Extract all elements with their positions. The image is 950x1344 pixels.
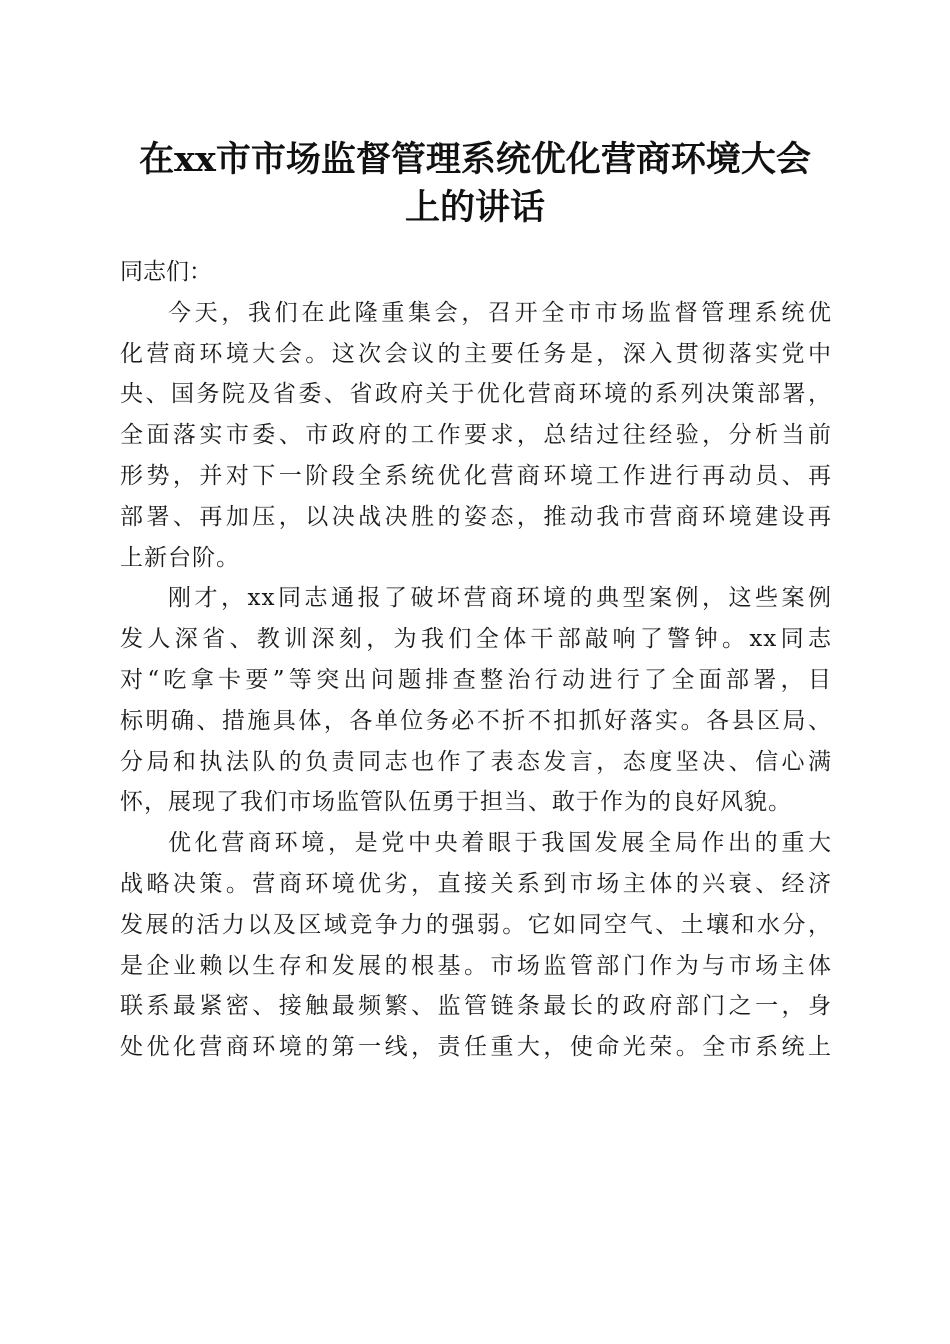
document-title xyxy=(100,136,850,232)
text-line: 分局和执法队的负责同志也作了表态发言，态度坚决、信心满 xyxy=(120,748,832,775)
title-line: 在xx市市场监督管理系统优化营商环境大会 xyxy=(139,139,811,180)
text-line: 是企业赖以生存和发展的根基。市场监管部门作为与市场主体 xyxy=(120,952,832,979)
text-line: 形势，并对下一阶段全系统优化营商环境工作进行再动员、再 xyxy=(120,462,832,489)
text-line: 刚才，xx同志通报了破坏营商环境的典型案例，这些案例 xyxy=(168,585,832,612)
text-line: 联系最紧密、接触最频繁、监管链条最长的政府部门之一，身 xyxy=(120,993,832,1020)
text-line: 部署、再加压，以决战决胜的姿态，推动我市营商环境建设再 xyxy=(120,503,832,530)
salutation: 同志们： xyxy=(120,259,212,285)
text-line: 怀，展现了我们市场监管队伍勇于担当、敢于作为的良好风貌。 xyxy=(120,789,792,816)
text-line: 化营商环境大会。这次会议的主要任务是，深入贯彻落实党中 xyxy=(120,340,832,367)
document-body xyxy=(120,252,832,1068)
text-line: 处优化营商环境的第一线，责任重大，使命光荣。全市系统上 xyxy=(120,1034,832,1061)
text-line: 发人深省、教训深刻，为我们全体干部敲响了警钟。xx同志 xyxy=(120,626,832,653)
text-line: 今天，我们在此隆重集会，召开全市市场监督管理系统优 xyxy=(168,299,832,326)
paragraph-3 xyxy=(120,823,832,1068)
text-line: 发展的活力以及区域竞争力的强弱。它如同空气、土壤和水分， xyxy=(120,911,832,938)
title-line: 上的讲话 xyxy=(404,187,545,228)
text-line: 标明确、措施具体，各单位务必不折不扣抓好落实。各县区局、 xyxy=(120,707,832,734)
text-line: 全面落实市委、市政府的工作要求，总结过往经验，分析当前 xyxy=(120,422,832,449)
text-line: 战略决策。营商环境优劣，直接关系到市场主体的兴衰、经济 xyxy=(120,870,832,897)
text-line: 央、国务院及省委、省政府关于优化营商环境的系列决策部署， xyxy=(120,381,832,408)
paragraph-2 xyxy=(120,578,832,823)
paragraph-1 xyxy=(120,293,832,579)
text-line: 上新台阶。 xyxy=(120,544,240,571)
text-line: 对“吃拿卡要”等突出问题排查整治行动进行了全面部署，目 xyxy=(120,666,832,693)
text-line: 优化营商环境，是党中央着眼于我国发展全局作出的重大 xyxy=(168,830,832,857)
